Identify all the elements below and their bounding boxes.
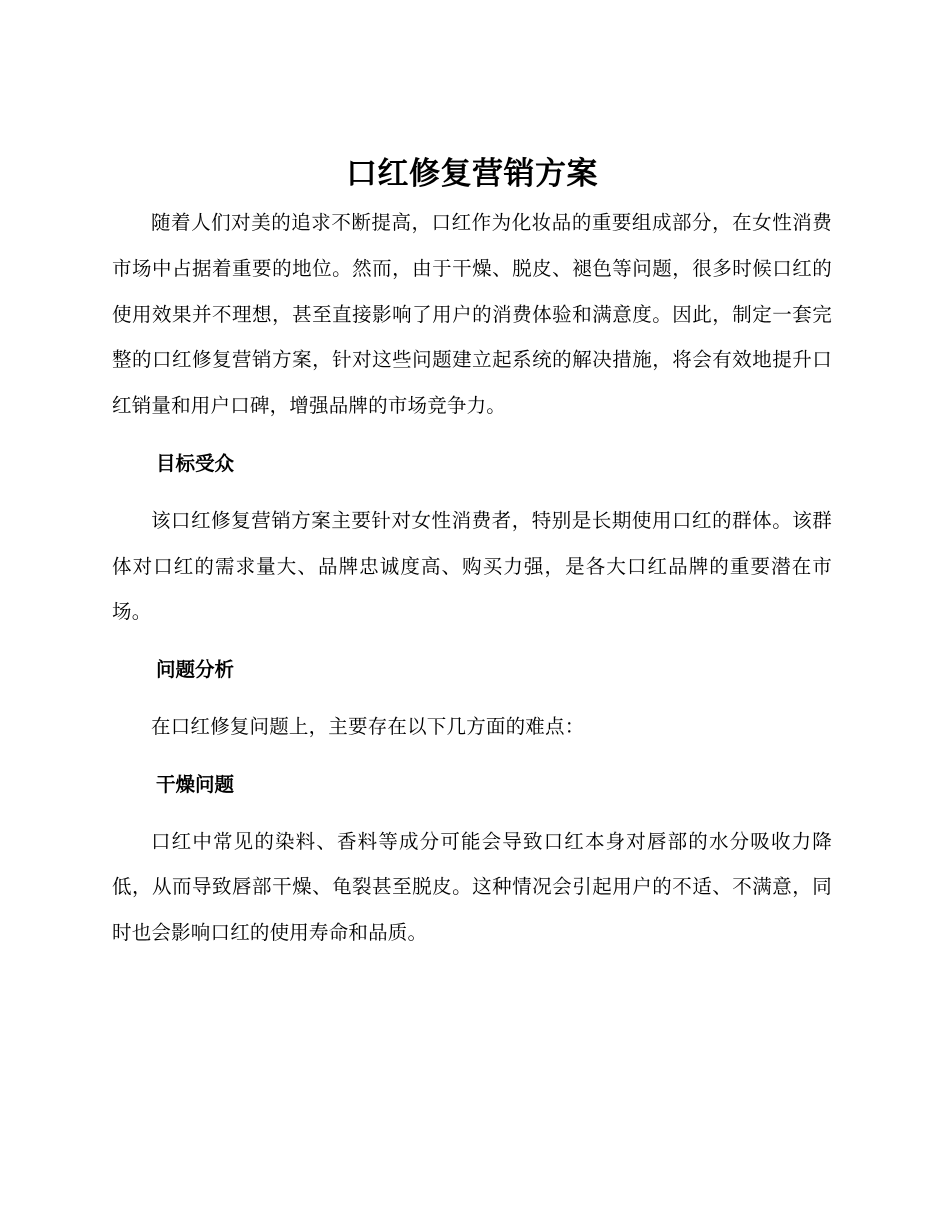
- spacer: [112, 635, 832, 647]
- spacer: [112, 808, 832, 819]
- document-page: [112, 148, 832, 956]
- section-text-problem-analysis: 在口红修复问题上，主要存在以下几方面的难点：: [151, 714, 585, 738]
- spacer: [112, 487, 832, 498]
- spacer: [112, 750, 832, 762]
- section-text-target-audience: 该口红修复营销方案主要针对女性消费者，特别是长期使用口红的群体。该群体对口红的需求量大、品牌忠诚度高、购买力强，是各大口红品牌的重要潜在市场。: [112, 508, 832, 624]
- intro-paragraph: 随着人们对美的追求不断提高，口红作为化妆品的重要组成部分，在女性消费市场中占据着重要的地位。然而，由于干燥、脱皮、褪色等问题，很多时候口红的使用效果并不理想，甚至直接影响了用户的消费体验和满意度。因此，制定一套完整的口红修复营销方案，针对这些问题建立起系统的解决措施，将会有效地提升口红销量和用户口碑，增强品牌的市场竞争力。: [112, 211, 832, 418]
- section-heading-problem-analysis: 问题分析: [156, 658, 235, 682]
- section-heading-dryness: 干燥问题: [156, 772, 235, 796]
- spacer: [112, 693, 832, 704]
- section-text-dryness: 口红中常见的染料、香料等成分可能会导致口红本身对唇部的水分吸收力降低，从而导致唇部干燥、龟裂甚至脱皮。这种情况会引起用户的不适、不满意，同时也会影响口红的使用寿命和品质。: [112, 829, 832, 945]
- document-title: 口红修复营销方案: [346, 156, 598, 192]
- spacer: [112, 429, 832, 441]
- section-heading-target-audience: 目标受众: [156, 451, 235, 475]
